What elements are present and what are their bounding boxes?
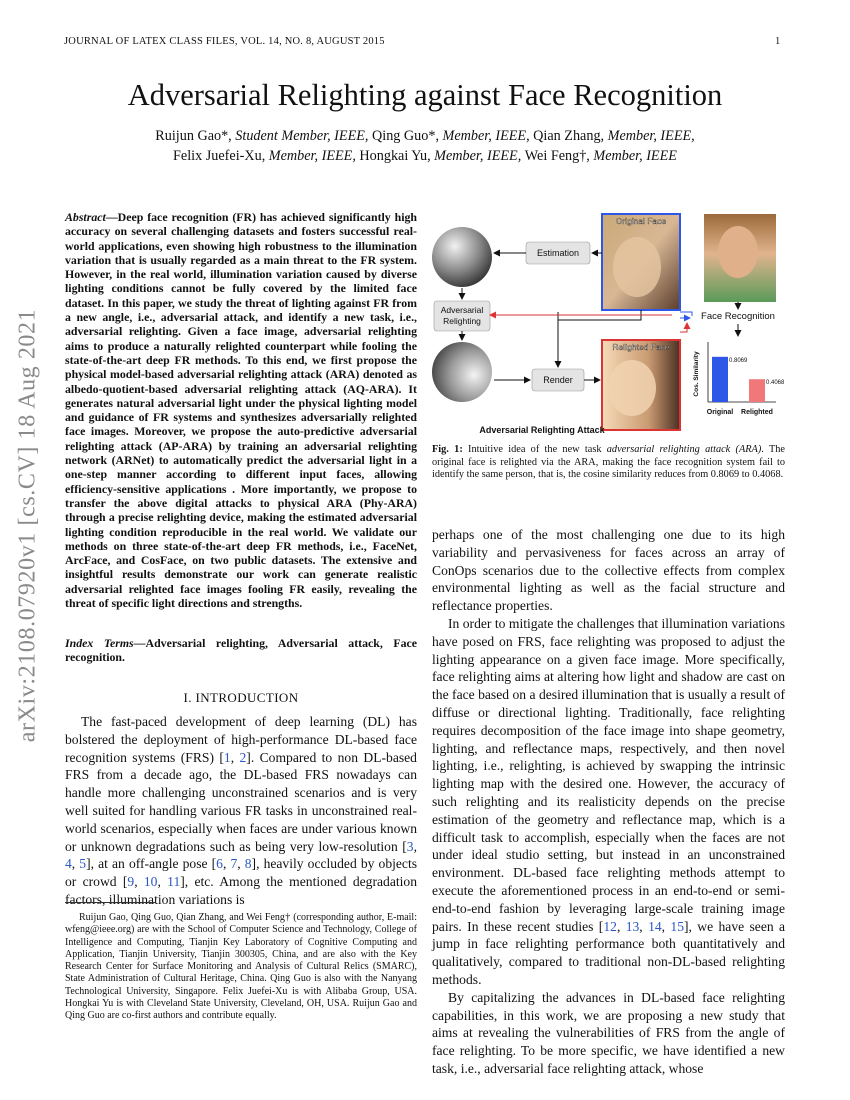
text-run: ,	[616, 918, 626, 934]
section-heading-introduction: I. INTRODUCTION	[183, 690, 299, 705]
author-list	[60, 126, 790, 166]
abstract-text: —Deep face recognition (FR) has achieved significantly high accuracy on several challenging datasets and fosters successful real-world applications, even showing high robustness to the illumination variation that is usually regarded as a main threat to the FR system. However, in the real world, illumination variation caused by diverse lighting conditions cannot be fully covered by the limited face dataset. In this paper, we study the threat of lighting against FR from a new angle, i.e., adversarial attack, and identify a new task, i.e., adversarial relighting. Given a face image, adversarial relighting aims to produce a naturally relighted counterpart while fooling the state-of-the-art deep FR methods. To this end, we first propose the physical model-based adversarial relighting attack (ARA) denoted as albedo-quotient-based adversarial relighting attack (AQ-ARA). It generates natural adversarial light under the physical lighting model and guidance of FR systems and synthesizes adversarially relighted face images. Moreover, we propose the auto-predictive adversarial relighting attack (AP-ARA) by training an adversarial relighting network (ARNet) to automatically predict the adversarial light in a one-step manner according to different input faces, allowing efficiency-sensitive applications . More importantly, we propose to transfer the above digital attacks to physical ARA (Phy-ARA) through a precise relighting device, making the estimated adversarial lighting condition reproducible in the real world. We validate our methods on three state-of-the-art deep FR methods, i.e., FaceNet, ArcFace, and CosFace, on two public datasets. The extensive and insightful results demonstrate our work can generate realistic adversarial relighted face images fooling FR easily, revealing the threat of specific light directions and strengths.	[65, 210, 417, 611]
author-name: Ruijun Gao*,	[155, 128, 236, 144]
affiliation-footnote: Ruijun Gao, Qing Guo, Qian Zhang, and Wei Feng† (corresponding author, E-mail: wfeng@ieee.org) are with the School of Computer Science and Technology, College of Intelligence and Computing, Tianjin Key Laboratory of Cognitive Computing and Application, Tianjin University, Tianjin 300305, China, and are also with the Key Research Center for Surface Monitoring and Analysis of Cultural Relics (SMARC), State Administration of Cultural Heritage, China. Qing Guo is also with the Nanyang Technological University, Singapore. Felix Juefei-Xu is with Alibaba Group, USA. Hongkai Yu is with Cleveland State University, Cleveland, OH, USA. Ruijun Gao and Qing Guo are co-first authors and contribute equally.	[65, 912, 417, 1022]
author-affiliation: Member, IEEE,	[607, 128, 695, 144]
original-face-skin	[613, 237, 661, 297]
figure-bottom-label: Adversarial Relighting Attack	[479, 425, 605, 435]
text-run: ,	[661, 918, 671, 934]
author-affiliation: Member, IEEE,	[268, 148, 360, 164]
text-run: ], etc. Among the mentioned degradation factors, illumination variations is	[65, 874, 418, 907]
citation-link[interactable]: 13	[625, 918, 640, 934]
render-box-label: Render	[543, 375, 573, 385]
author-name: Wei Feng†,	[524, 148, 594, 164]
bar-value-original: 0.8069	[729, 357, 748, 364]
abstract-label: Abstract	[65, 210, 106, 224]
chart-y-label: Cos. Similarity	[693, 351, 700, 397]
text-run: ,	[157, 874, 168, 890]
bar-value-relighted: 0.4068	[766, 380, 785, 387]
label-relighted-face: Relighted Face	[612, 342, 670, 352]
arxiv-stamp: arXiv:2108.07920v1 [cs.CV] 18 Aug 2021	[14, 308, 41, 743]
lighting-sphere-adversarial	[432, 342, 492, 402]
citation-link[interactable]: 10	[143, 874, 158, 890]
journal-header: JOURNAL OF LATEX CLASS FILES, VOL. 14, NO. 8, AUGUST 2015	[64, 36, 385, 47]
figure-1	[432, 212, 787, 436]
text-run: ,	[222, 856, 231, 872]
author-name: Hongkai Yu,	[359, 148, 435, 164]
caption-italic: adversarial relighting attack (ARA)	[606, 444, 762, 455]
citation-link[interactable]: 12	[603, 918, 617, 934]
citation-link[interactable]: 6	[216, 856, 223, 872]
text-run: In order to mitigate the challenges that illumination variations have posed on FRS, face relighting was proposed to adjust the lighting appearance on a given face image. More specifically, face relighting aims at altering how light and shadow are cast on the face based on a desired illumination that is usually a result of diffuse or directional lighting. Traditionally, face relighting requires decomposition of the face image into shape geometry, lighting, and reflectance maps, respectively, and then novel lighting, i.e., relighting, is achieved by swapping the intrinsic lighting map with the desired one. However, the accuracy of such relighting and its realisticity depends on the precise estimation of the geometry and reflectance map, which is a difficult task to accomplish, especially when the faces are not under ideal studio setting, but instead in an unconstrained environment. DL-based face relighting methods attempt to execute the aforementioned process in an end-to-end or semi-end-to-end fashion by leveraging large-scale training image pairs. In these recent studies [	[432, 615, 785, 934]
arrow-relighted-to-fr	[680, 323, 687, 332]
citation-link[interactable]: 8	[244, 856, 252, 872]
index-terms-label: Index Terms	[65, 636, 134, 650]
text-run: ,	[413, 838, 417, 854]
index-terms-text: —Adversarial relighting, Adversarial attack, Face recognition.	[65, 636, 418, 665]
citation-link[interactable]: 2	[239, 749, 247, 765]
lighting-sphere-estimated	[432, 227, 492, 287]
citation-link[interactable]: 9	[127, 874, 135, 890]
citation-link[interactable]: 5	[79, 856, 87, 872]
citation-link[interactable]: 11	[167, 874, 181, 890]
label-original-face: Original Face	[615, 216, 667, 226]
author-name: Qian Zhang,	[533, 128, 608, 144]
text-run: ,	[71, 856, 80, 872]
page-number: 1	[775, 36, 781, 47]
author-line-1	[60, 126, 790, 146]
bar-label-relighted: Relighted	[741, 409, 773, 416]
author-name: Felix Juefei-Xu,	[173, 148, 269, 164]
text-run: ,	[230, 749, 240, 765]
intro-paragraph-continued: perhaps one of the most challenging one due to its high variability and pervasiveness for faces across an array of ConOps scenarios due to the collective effects from complex environmental lighting as well as the facial structure and reflectance properties.	[432, 527, 785, 614]
bar-original	[712, 357, 728, 402]
citation-link[interactable]: 14	[648, 918, 662, 934]
citation-link[interactable]: 15	[670, 918, 685, 934]
author-line-2	[60, 146, 790, 166]
intro-left-column	[65, 713, 417, 909]
caption-label: Fig. 1:	[432, 444, 463, 455]
intro-paragraph-1	[65, 713, 417, 909]
face-recognition-label: Face Recognition	[701, 311, 775, 322]
bar-relighted	[749, 379, 765, 402]
text-run: ], we have seen a jump in face relighting performance both quantitatively and qualitatively, compared to traditional non-DL-based relighting methods.	[432, 918, 786, 987]
adversarial-relighting-label-2: Relighting	[443, 316, 481, 326]
citation-link[interactable]: 4	[65, 856, 72, 872]
text-run: ], heavily occluded by objects or crowd [	[65, 856, 418, 890]
caption-text: . The original face is relighted via the ARA, making the face recognition system fail to identify the same person, that is, the cosine similarity reduces from 0.8069 to 0.4068.	[432, 444, 785, 480]
cos-similarity-chart	[693, 342, 785, 416]
estimation-box-label: Estimation	[536, 248, 580, 258]
abstract	[65, 210, 417, 610]
author-affiliation: Member, IEEE,	[442, 128, 534, 144]
arrow-original-to-fr	[680, 312, 692, 316]
paper-title: Adversarial Relighting against Face Recognition	[127, 78, 723, 112]
citation-link[interactable]: 3	[406, 838, 414, 854]
figure-1-caption	[432, 444, 785, 482]
intro-paragraph-3: By capitalizing the advances in DL-based face relighting capabilities, in this work, we are proposing a new study that aims at revealing the vulnerabilities of FRS from the angle of face relighting. To be more specific, we have identified a new task, i.e., adversarial face relighting attack, whose	[432, 989, 785, 1076]
author-affiliation: Student Member, IEEE,	[235, 128, 372, 144]
relighted-face-skin	[608, 360, 656, 416]
citation-link[interactable]: 7	[230, 856, 238, 872]
intro-right-column	[432, 526, 785, 1078]
gallery-face-skin	[718, 226, 758, 278]
text-run: ,	[134, 874, 144, 890]
text-run: ]. Compared to non DL-based FRS from a decade ago, the DL-based FRS nowadays can handle more challenging unconstrained scenarios and is very well suited for handling various FR tasks in unconstrained real-world scenarios, especially when faces are under various known or unknown degradations such as being very low-resolution [	[65, 749, 417, 854]
author-name: Qing Guo*,	[372, 128, 443, 144]
text-run: ,	[237, 856, 245, 872]
author-affiliation: Member, IEEE	[593, 148, 677, 164]
author-affiliation: Member, IEEE,	[434, 148, 525, 164]
intro-paragraph-2	[432, 615, 785, 989]
bar-label-original: Original	[706, 409, 734, 416]
text-run: The fast-paced development of deep learning (DL) has bolstered the deployment of high-performance DL-based face recognition systems (FRS) [	[65, 714, 417, 765]
adversarial-relighting-label-1: Adversarial	[440, 305, 484, 315]
citation-link[interactable]: 1	[223, 749, 231, 765]
text-run: ,	[639, 918, 649, 934]
footnote-rule	[65, 902, 155, 903]
caption-text: Intuitive idea of the new task	[462, 444, 607, 455]
text-run: ], at an off-angle pose [	[86, 856, 217, 872]
index-terms	[65, 636, 417, 665]
